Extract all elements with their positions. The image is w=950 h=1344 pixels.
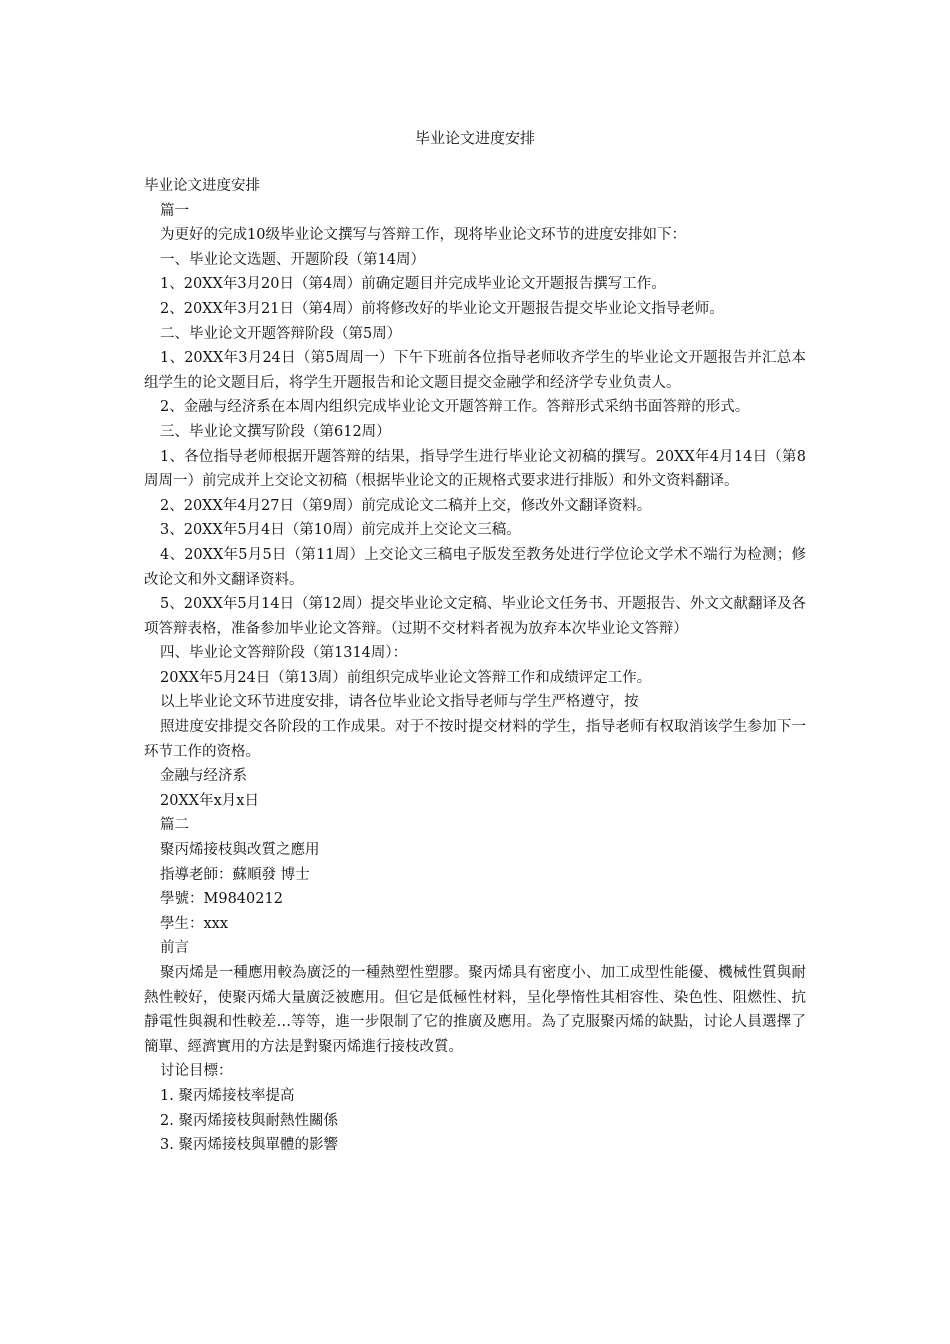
document-line: 前言 [160, 940, 189, 957]
document-line: 3. 聚丙烯接枝與單體的影響 [160, 1137, 338, 1154]
document-line: 2、20XX年3月21日（第4周）前将修改好的毕业论文开题报告提交毕业论文指导老师。 [160, 300, 724, 317]
document-line: 照进度安排提交各阶段的工作成果。对于不按时提交材料的学生，指导老师有权取消该学生参加下一环节工作的资格。 [144, 719, 806, 760]
document-line: 學生：xxx [160, 915, 229, 932]
document-line: 學號：M9840212 [160, 891, 283, 908]
document-body [144, 174, 806, 1158]
document-line: 讨论目標： [160, 1063, 233, 1080]
document-line: 四、毕业论文答辩阶段（第1314周）： [160, 645, 408, 662]
document-line: 4、20XX年5月5日（第11周）上交论文三稿电子版发至教务处进行学位论文学术不端行为检测；修改论文和外文翻译资料。 [144, 546, 806, 588]
document-line: 指導老師：蘇順發 博士 [160, 866, 310, 883]
document-title: 毕业论文进度安排 [414, 129, 535, 147]
document-line: 篇一 [160, 202, 189, 219]
document-line: 1、各位指导老师根据开题答辩的结果，指导学生进行毕业论文初稿的撰写。20XX年4月14日（第8周周一）前完成并上交论文初稿（根据毕业论文的正规格式要求进行排版）和外文资料翻译。 [144, 448, 806, 490]
document-line: 为更好的完成10级毕业论文撰写与答辩工作，现将毕业论文环节的进度安排如下： [160, 227, 686, 244]
document-line: 以上毕业论文环节进度安排，请各位毕业论文指导老师与学生严格遵守，按 [160, 694, 639, 711]
document-line: 二、毕业论文开题答辩阶段（第5周） [160, 325, 402, 342]
document-line: 三、毕业论文撰写阶段（第612周） [160, 423, 391, 440]
document-line: 篇二 [160, 817, 189, 834]
document-line: 5、20XX年5月14日（第12周）提交毕业论文定稿、毕业论文任务书、开题报告、外文文献翻译及各项答辩表格，准备参加毕业论文答辩。（过期不交材料者视为放弃本次毕业论文答辩） [144, 596, 806, 637]
document-line: 一、毕业论文选题、开题阶段（第14周） [160, 251, 425, 268]
document-line: 2. 聚丙烯接枝與耐熱性關係 [160, 1112, 338, 1129]
document-line: 金融与经济系 [160, 768, 247, 785]
document-line: 3、20XX年5月4日（第10周）前完成并上交论文三稿。 [160, 522, 521, 539]
document-line: 毕业论文进度安排 [144, 178, 260, 194]
document-line: 20XX年5月24日（第13周）前组织完成毕业论文答辩工作和成绩评定工作。 [160, 669, 652, 686]
document-line: 20XX年x月x日 [160, 792, 259, 809]
document-line: 1、20XX年3月24日（第5周周一）下午下班前各位指导老师收齐学生的毕业论文开题报告并汇总本组学生的论文题目后，将学生开题报告和论文题目提交金融学和经济学专业负责人。 [144, 350, 806, 391]
document-line: 2、金融与经济系在本周内组织完成毕业论文开题答辩工作。答辩形式采纳书面答辩的形式。 [160, 399, 750, 416]
document-line: 1、20XX年3月20日（第4周）前确定题目并完成毕业论文开题报告撰写工作。 [160, 276, 666, 293]
document-line: 聚丙烯接枝與改質之應用 [160, 842, 320, 859]
document-line: 2、20XX年4月27日（第9周）前完成论文二稿并上交，修改外文翻译资料。 [160, 497, 652, 514]
document-line: 聚丙烯是一種應用較為廣泛的一種熱塑性塑膠。聚丙烯具有密度小、加工成型性能優、機械性質與耐熱性較好，使聚丙烯大量廣泛被應用。但它是低極性材料，呈化學惰性其相容性、染色性、阻燃性、抗靜電性與親和性較差…等等，進一步限制了它的推廣及應用。為了克服聚丙烯的缺點，讨论人員選擇了簡單、經濟實用的方法是對聚丙烯進行接枝改質。 [144, 965, 806, 1055]
document-line: 1. 聚丙烯接枝率提高 [160, 1087, 295, 1104]
